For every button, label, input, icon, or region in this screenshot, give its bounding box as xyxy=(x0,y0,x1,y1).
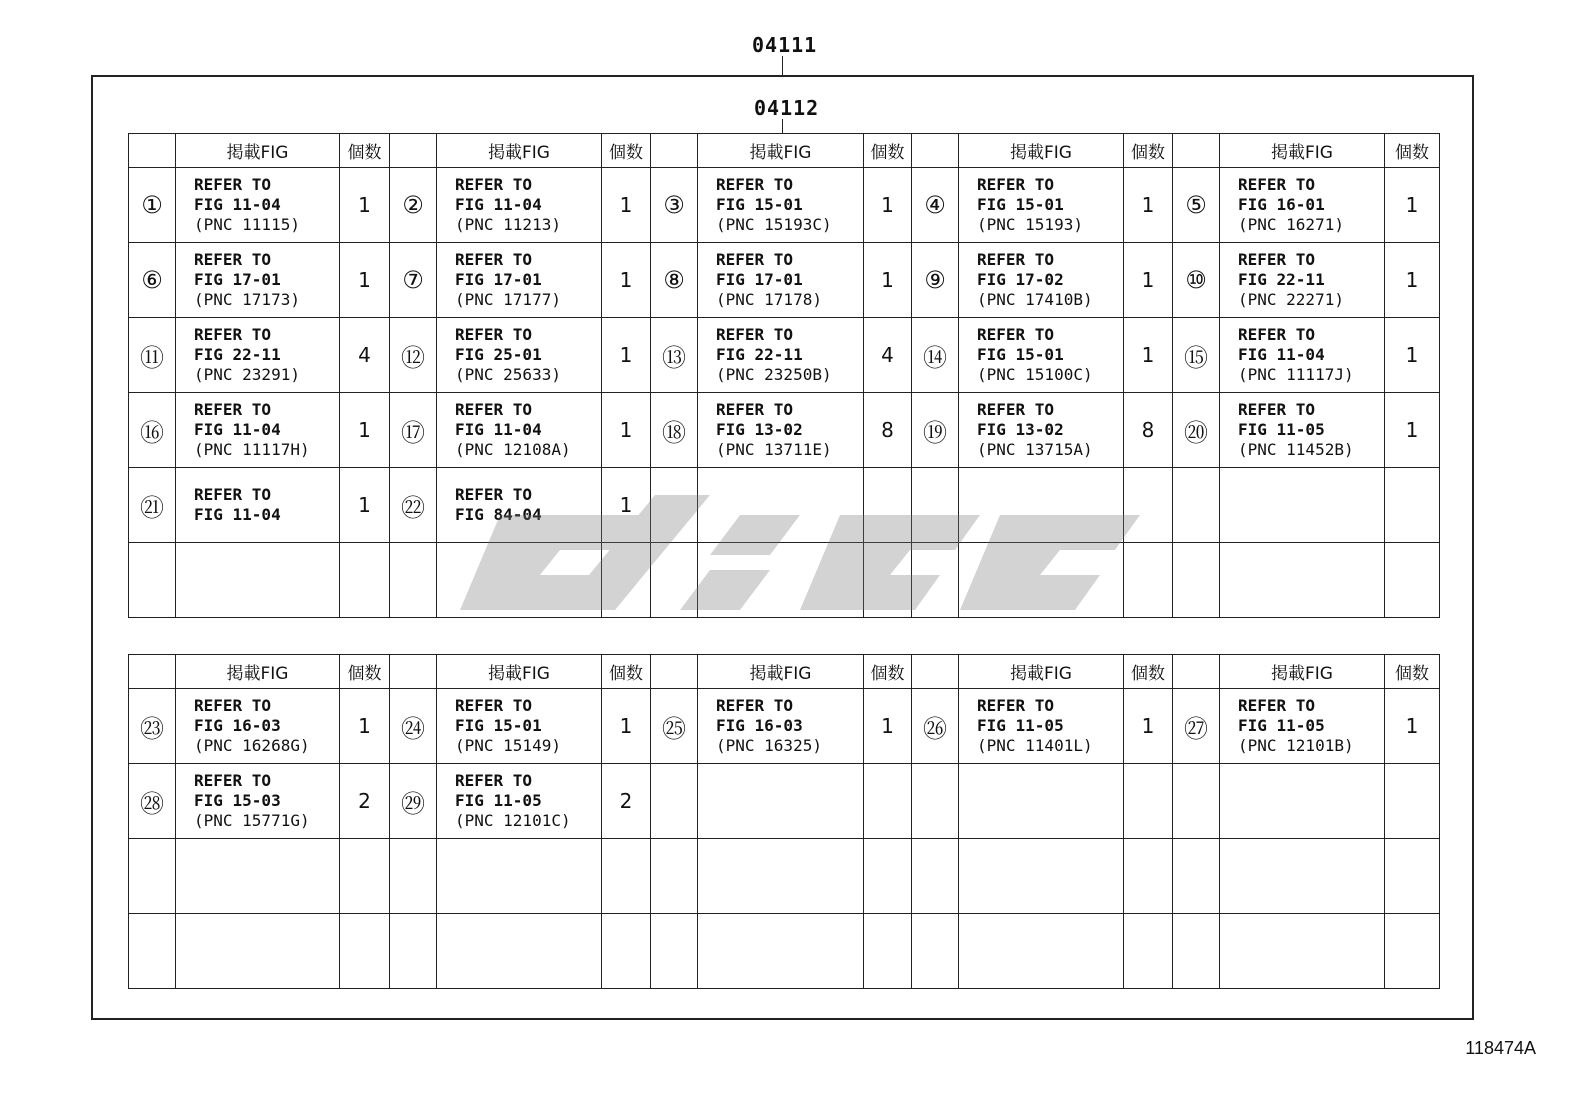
refer-to-text: REFER TO xyxy=(977,696,1055,715)
fig-number: FIG 16-01 xyxy=(1238,195,1325,214)
quantity-cell: 4 xyxy=(864,318,912,393)
header-blank xyxy=(129,655,176,689)
quantity-cell: 1 xyxy=(602,468,651,543)
refer-to-text: REFER TO xyxy=(194,175,272,194)
callout-number xyxy=(912,839,959,914)
pnc-number: (PNC 12101B) xyxy=(1238,736,1354,755)
reference-cell xyxy=(437,243,602,318)
refer-to-text: REFER TO xyxy=(977,325,1055,344)
refer-to-text: REFER TO xyxy=(194,771,272,790)
quantity-cell: 1 xyxy=(1385,168,1440,243)
callout-number xyxy=(651,914,698,989)
callout-number xyxy=(129,839,176,914)
header-qty: 個数 xyxy=(602,134,651,168)
callout-number: ㉒ xyxy=(390,468,437,543)
table-row xyxy=(129,393,1440,468)
callout-number: ⑩ xyxy=(1173,243,1220,318)
fig-number: FIG 11-04 xyxy=(455,195,542,214)
fig-number: FIG 16-03 xyxy=(716,716,803,735)
callout-number: ⑪ xyxy=(129,318,176,393)
refer-to-text: REFER TO xyxy=(455,400,533,419)
header-blank xyxy=(129,134,176,168)
refer-to-text: REFER TO xyxy=(455,175,533,194)
callout-number: ① xyxy=(129,168,176,243)
quantity-cell xyxy=(864,543,912,618)
quantity-cell: 1 xyxy=(340,243,390,318)
reference-cell xyxy=(959,914,1124,989)
callout-number: ㉘ xyxy=(129,764,176,839)
pnc-number: (PNC 15193C) xyxy=(716,215,832,234)
header-blank xyxy=(1173,655,1220,689)
reference-cell xyxy=(1220,393,1385,468)
quantity-cell: 1 xyxy=(864,689,912,764)
callout-number: ⑤ xyxy=(1173,168,1220,243)
quantity-cell xyxy=(864,468,912,543)
callout-number xyxy=(129,914,176,989)
reference-cell xyxy=(176,543,340,618)
quantity-cell: 1 xyxy=(602,318,651,393)
refer-to-text: REFER TO xyxy=(716,175,794,194)
header-fig: 掲載FIG xyxy=(176,655,340,689)
header-fig: 掲載FIG xyxy=(437,134,602,168)
reference-cell xyxy=(1220,543,1385,618)
quantity-cell: 1 xyxy=(1124,168,1173,243)
fig-number: FIG 11-05 xyxy=(455,791,542,810)
refer-to-text: REFER TO xyxy=(716,400,794,419)
quantity-cell: 4 xyxy=(340,318,390,393)
header-blank xyxy=(651,655,698,689)
quantity-cell xyxy=(602,839,651,914)
inner-leader-line xyxy=(782,119,783,134)
reference-cell xyxy=(959,243,1124,318)
pnc-number: (PNC 11115) xyxy=(194,215,300,234)
reference-cell xyxy=(959,764,1124,839)
callout-number xyxy=(651,764,698,839)
fig-number: FIG 84-04 xyxy=(455,505,542,524)
fig-number: FIG 17-01 xyxy=(194,270,281,289)
pnc-number: (PNC 16325) xyxy=(716,736,822,755)
refer-to-text: REFER TO xyxy=(455,250,533,269)
header-fig: 掲載FIG xyxy=(698,134,864,168)
refer-to-text: REFER TO xyxy=(194,400,272,419)
callout-number: ㉙ xyxy=(390,764,437,839)
header-blank xyxy=(651,134,698,168)
refer-to-text: REFER TO xyxy=(716,250,794,269)
refer-to-text: REFER TO xyxy=(455,485,533,504)
quantity-cell xyxy=(602,914,651,989)
reference-cell xyxy=(698,914,864,989)
refer-to-text: REFER TO xyxy=(1238,175,1316,194)
outer-assembly-label: 04111 xyxy=(752,33,818,57)
quantity-cell xyxy=(1385,764,1440,839)
callout-number xyxy=(912,543,959,618)
fig-number: FIG 16-03 xyxy=(194,716,281,735)
table-row xyxy=(129,468,1440,543)
table-row xyxy=(129,839,1440,914)
callout-number xyxy=(390,839,437,914)
table-row xyxy=(129,543,1440,618)
pnc-number: (PNC 11117H) xyxy=(194,440,310,459)
table-row xyxy=(129,168,1440,243)
reference-cell xyxy=(437,764,602,839)
callout-number: ⑬ xyxy=(651,318,698,393)
callout-number xyxy=(390,914,437,989)
header-fig: 掲載FIG xyxy=(959,134,1124,168)
fig-number: FIG 25-01 xyxy=(455,345,542,364)
fig-number: FIG 13-02 xyxy=(716,420,803,439)
refer-to-text: REFER TO xyxy=(455,325,533,344)
fig-number: FIG 11-04 xyxy=(194,505,281,524)
callout-number xyxy=(1173,839,1220,914)
pnc-number: (PNC 22271) xyxy=(1238,290,1344,309)
callout-number: ㉓ xyxy=(129,689,176,764)
reference-cell xyxy=(1220,168,1385,243)
callout-number: ② xyxy=(390,168,437,243)
reference-cell xyxy=(176,168,340,243)
reference-cell xyxy=(1220,839,1385,914)
reference-cell xyxy=(959,839,1124,914)
pnc-number: (PNC 13715A) xyxy=(977,440,1093,459)
reference-cell xyxy=(698,243,864,318)
quantity-cell: 1 xyxy=(1124,318,1173,393)
callout-number: ④ xyxy=(912,168,959,243)
table-row xyxy=(129,689,1440,764)
refer-to-text: REFER TO xyxy=(977,250,1055,269)
pnc-number: (PNC 17410B) xyxy=(977,290,1093,309)
callout-number: ⑦ xyxy=(390,243,437,318)
quantity-cell: 1 xyxy=(1124,689,1173,764)
pnc-number: (PNC 11117J) xyxy=(1238,365,1354,384)
header-qty: 個数 xyxy=(340,655,390,689)
reference-cell xyxy=(1220,318,1385,393)
parts-table-upper xyxy=(128,133,1440,618)
quantity-cell: 2 xyxy=(340,764,390,839)
reference-cell xyxy=(1220,243,1385,318)
callout-number: ⑲ xyxy=(912,393,959,468)
quantity-cell: 1 xyxy=(340,393,390,468)
pnc-number: (PNC 15771G) xyxy=(194,811,310,830)
header-qty: 個数 xyxy=(602,655,651,689)
callout-number xyxy=(1173,543,1220,618)
fig-number: FIG 22-11 xyxy=(1238,270,1325,289)
callout-number: ③ xyxy=(651,168,698,243)
reference-cell xyxy=(437,393,602,468)
reference-cell xyxy=(176,764,340,839)
quantity-cell: 1 xyxy=(602,168,651,243)
callout-number xyxy=(1173,468,1220,543)
callout-number xyxy=(1173,764,1220,839)
callout-number xyxy=(1173,914,1220,989)
refer-to-text: REFER TO xyxy=(1238,250,1316,269)
fig-number: FIG 11-04 xyxy=(194,195,281,214)
quantity-cell xyxy=(864,764,912,839)
pnc-number: (PNC 12108A) xyxy=(455,440,571,459)
reference-cell xyxy=(437,689,602,764)
quantity-cell: 1 xyxy=(1124,243,1173,318)
reference-cell xyxy=(437,168,602,243)
callout-number: ⑯ xyxy=(129,393,176,468)
illustration-id: 118474A xyxy=(1465,1038,1536,1058)
callout-number: ㉑ xyxy=(129,468,176,543)
pnc-number: (PNC 15193) xyxy=(977,215,1083,234)
quantity-cell: 2 xyxy=(602,764,651,839)
quantity-cell: 1 xyxy=(1385,318,1440,393)
reference-cell xyxy=(1220,689,1385,764)
refer-to-text: REFER TO xyxy=(194,250,272,269)
callout-number: ⑫ xyxy=(390,318,437,393)
reference-cell xyxy=(959,393,1124,468)
quantity-cell: 1 xyxy=(340,689,390,764)
pnc-number: (PNC 16271) xyxy=(1238,215,1344,234)
reference-cell xyxy=(959,168,1124,243)
quantity-cell: 8 xyxy=(1124,393,1173,468)
header-qty: 個数 xyxy=(340,134,390,168)
callout-number xyxy=(129,543,176,618)
pnc-number: (PNC 13711E) xyxy=(716,440,832,459)
fig-number: FIG 11-05 xyxy=(1238,716,1325,735)
header-fig: 掲載FIG xyxy=(437,655,602,689)
callout-number: ⑧ xyxy=(651,243,698,318)
header-blank xyxy=(390,134,437,168)
quantity-cell xyxy=(1124,839,1173,914)
reference-cell xyxy=(698,393,864,468)
quantity-cell xyxy=(864,914,912,989)
fig-number: FIG 13-02 xyxy=(977,420,1064,439)
callout-number: ⑰ xyxy=(390,393,437,468)
reference-cell xyxy=(176,243,340,318)
callout-number: ⑱ xyxy=(651,393,698,468)
table-row xyxy=(129,318,1440,393)
reference-cell xyxy=(176,914,340,989)
inner-assembly-label: 04112 xyxy=(754,96,820,120)
header-qty: 個数 xyxy=(1385,134,1440,168)
reference-cell xyxy=(176,839,340,914)
reference-cell xyxy=(437,543,602,618)
header-qty: 個数 xyxy=(1124,134,1173,168)
callout-number: ㉔ xyxy=(390,689,437,764)
fig-number: FIG 11-04 xyxy=(194,420,281,439)
quantity-cell xyxy=(1124,764,1173,839)
quantity-cell xyxy=(1385,914,1440,989)
table-row xyxy=(129,914,1440,989)
pnc-number: (PNC 16268G) xyxy=(194,736,310,755)
reference-cell xyxy=(1220,468,1385,543)
fig-number: FIG 22-11 xyxy=(716,345,803,364)
pnc-number: (PNC 17178) xyxy=(716,290,822,309)
reference-cell xyxy=(698,689,864,764)
fig-number: FIG 22-11 xyxy=(194,345,281,364)
quantity-cell: 1 xyxy=(1385,393,1440,468)
reference-cell xyxy=(698,468,864,543)
header-qty: 個数 xyxy=(1385,655,1440,689)
parts-table-lower xyxy=(128,654,1440,989)
header-qty: 個数 xyxy=(864,655,912,689)
reference-cell xyxy=(437,914,602,989)
callout-number: ⑮ xyxy=(1173,318,1220,393)
reference-cell xyxy=(437,839,602,914)
quantity-cell xyxy=(1124,914,1173,989)
table-row xyxy=(129,243,1440,318)
header-qty: 個数 xyxy=(1124,655,1173,689)
quantity-cell: 1 xyxy=(1385,689,1440,764)
pnc-number: (PNC 17177) xyxy=(455,290,561,309)
refer-to-text: REFER TO xyxy=(716,325,794,344)
outer-leader-line xyxy=(782,56,783,75)
fig-number: FIG 17-01 xyxy=(455,270,542,289)
pnc-number: (PNC 23250B) xyxy=(716,365,832,384)
quantity-cell: 1 xyxy=(864,168,912,243)
header-blank xyxy=(1173,134,1220,168)
header-fig: 掲載FIG xyxy=(959,655,1124,689)
pnc-number: (PNC 11401L) xyxy=(977,736,1093,755)
refer-to-text: REFER TO xyxy=(194,696,272,715)
reference-cell xyxy=(698,543,864,618)
reference-cell xyxy=(176,393,340,468)
fig-number: FIG 11-05 xyxy=(977,716,1064,735)
fig-number: FIG 15-01 xyxy=(977,345,1064,364)
reference-cell xyxy=(176,689,340,764)
callout-number xyxy=(912,468,959,543)
quantity-cell xyxy=(602,543,651,618)
fig-number: FIG 15-01 xyxy=(716,195,803,214)
fig-number: FIG 15-03 xyxy=(194,791,281,810)
header-blank xyxy=(390,655,437,689)
reference-cell xyxy=(176,468,340,543)
pnc-number: (PNC 11452B) xyxy=(1238,440,1354,459)
header-blank xyxy=(912,655,959,689)
callout-number: ㉗ xyxy=(1173,689,1220,764)
quantity-cell xyxy=(1385,839,1440,914)
quantity-cell: 1 xyxy=(602,393,651,468)
reference-cell xyxy=(698,318,864,393)
pnc-number: (PNC 12101C) xyxy=(455,811,571,830)
reference-cell xyxy=(437,318,602,393)
quantity-cell xyxy=(340,839,390,914)
pnc-number: (PNC 17173) xyxy=(194,290,300,309)
pnc-number: (PNC 11213) xyxy=(455,215,561,234)
reference-cell xyxy=(437,468,602,543)
fig-number: FIG 15-01 xyxy=(977,195,1064,214)
quantity-cell: 1 xyxy=(602,689,651,764)
callout-number: ⑨ xyxy=(912,243,959,318)
callout-number xyxy=(651,839,698,914)
fig-number: FIG 17-01 xyxy=(716,270,803,289)
refer-to-text: REFER TO xyxy=(1238,325,1316,344)
refer-to-text: REFER TO xyxy=(194,325,272,344)
header-qty: 個数 xyxy=(864,134,912,168)
refer-to-text: REFER TO xyxy=(716,696,794,715)
table-row xyxy=(129,764,1440,839)
callout-number: ㉕ xyxy=(651,689,698,764)
reference-cell xyxy=(959,689,1124,764)
pnc-number: (PNC 15149) xyxy=(455,736,561,755)
quantity-cell: 8 xyxy=(864,393,912,468)
quantity-cell: 1 xyxy=(340,468,390,543)
refer-to-text: REFER TO xyxy=(455,696,533,715)
fig-number: FIG 11-04 xyxy=(455,420,542,439)
fig-number: FIG 11-04 xyxy=(1238,345,1325,364)
quantity-cell: 1 xyxy=(864,243,912,318)
refer-to-text: REFER TO xyxy=(194,485,272,504)
quantity-cell xyxy=(340,914,390,989)
refer-to-text: REFER TO xyxy=(1238,400,1316,419)
reference-cell xyxy=(1220,914,1385,989)
callout-number xyxy=(651,468,698,543)
callout-number xyxy=(390,543,437,618)
header-fig: 掲載FIG xyxy=(698,655,864,689)
pnc-number: (PNC 23291) xyxy=(194,365,300,384)
header-blank xyxy=(912,134,959,168)
header-fig: 掲載FIG xyxy=(1220,134,1385,168)
quantity-cell xyxy=(1385,468,1440,543)
quantity-cell xyxy=(864,839,912,914)
reference-cell xyxy=(698,764,864,839)
callout-number xyxy=(651,543,698,618)
reference-cell xyxy=(959,318,1124,393)
fig-number: FIG 17-02 xyxy=(977,270,1064,289)
reference-cell xyxy=(959,543,1124,618)
callout-number: ㉖ xyxy=(912,689,959,764)
quantity-cell xyxy=(1385,543,1440,618)
quantity-cell: 1 xyxy=(1385,243,1440,318)
quantity-cell xyxy=(1124,543,1173,618)
quantity-cell xyxy=(340,543,390,618)
callout-number: ⑭ xyxy=(912,318,959,393)
fig-number: FIG 15-01 xyxy=(455,716,542,735)
pnc-number: (PNC 15100C) xyxy=(977,365,1093,384)
callout-number: ⑥ xyxy=(129,243,176,318)
pnc-number: (PNC 25633) xyxy=(455,365,561,384)
callout-number xyxy=(912,764,959,839)
reference-cell xyxy=(698,839,864,914)
quantity-cell: 1 xyxy=(602,243,651,318)
reference-cell xyxy=(1220,764,1385,839)
quantity-cell: 1 xyxy=(340,168,390,243)
reference-cell xyxy=(698,168,864,243)
header-fig: 掲載FIG xyxy=(176,134,340,168)
refer-to-text: REFER TO xyxy=(977,400,1055,419)
callout-number xyxy=(912,914,959,989)
quantity-cell xyxy=(1124,468,1173,543)
refer-to-text: REFER TO xyxy=(977,175,1055,194)
reference-cell xyxy=(959,468,1124,543)
refer-to-text: REFER TO xyxy=(1238,696,1316,715)
refer-to-text: REFER TO xyxy=(455,771,533,790)
reference-cell xyxy=(176,318,340,393)
header-fig: 掲載FIG xyxy=(1220,655,1385,689)
fig-number: FIG 11-05 xyxy=(1238,420,1325,439)
callout-number: ⑳ xyxy=(1173,393,1220,468)
